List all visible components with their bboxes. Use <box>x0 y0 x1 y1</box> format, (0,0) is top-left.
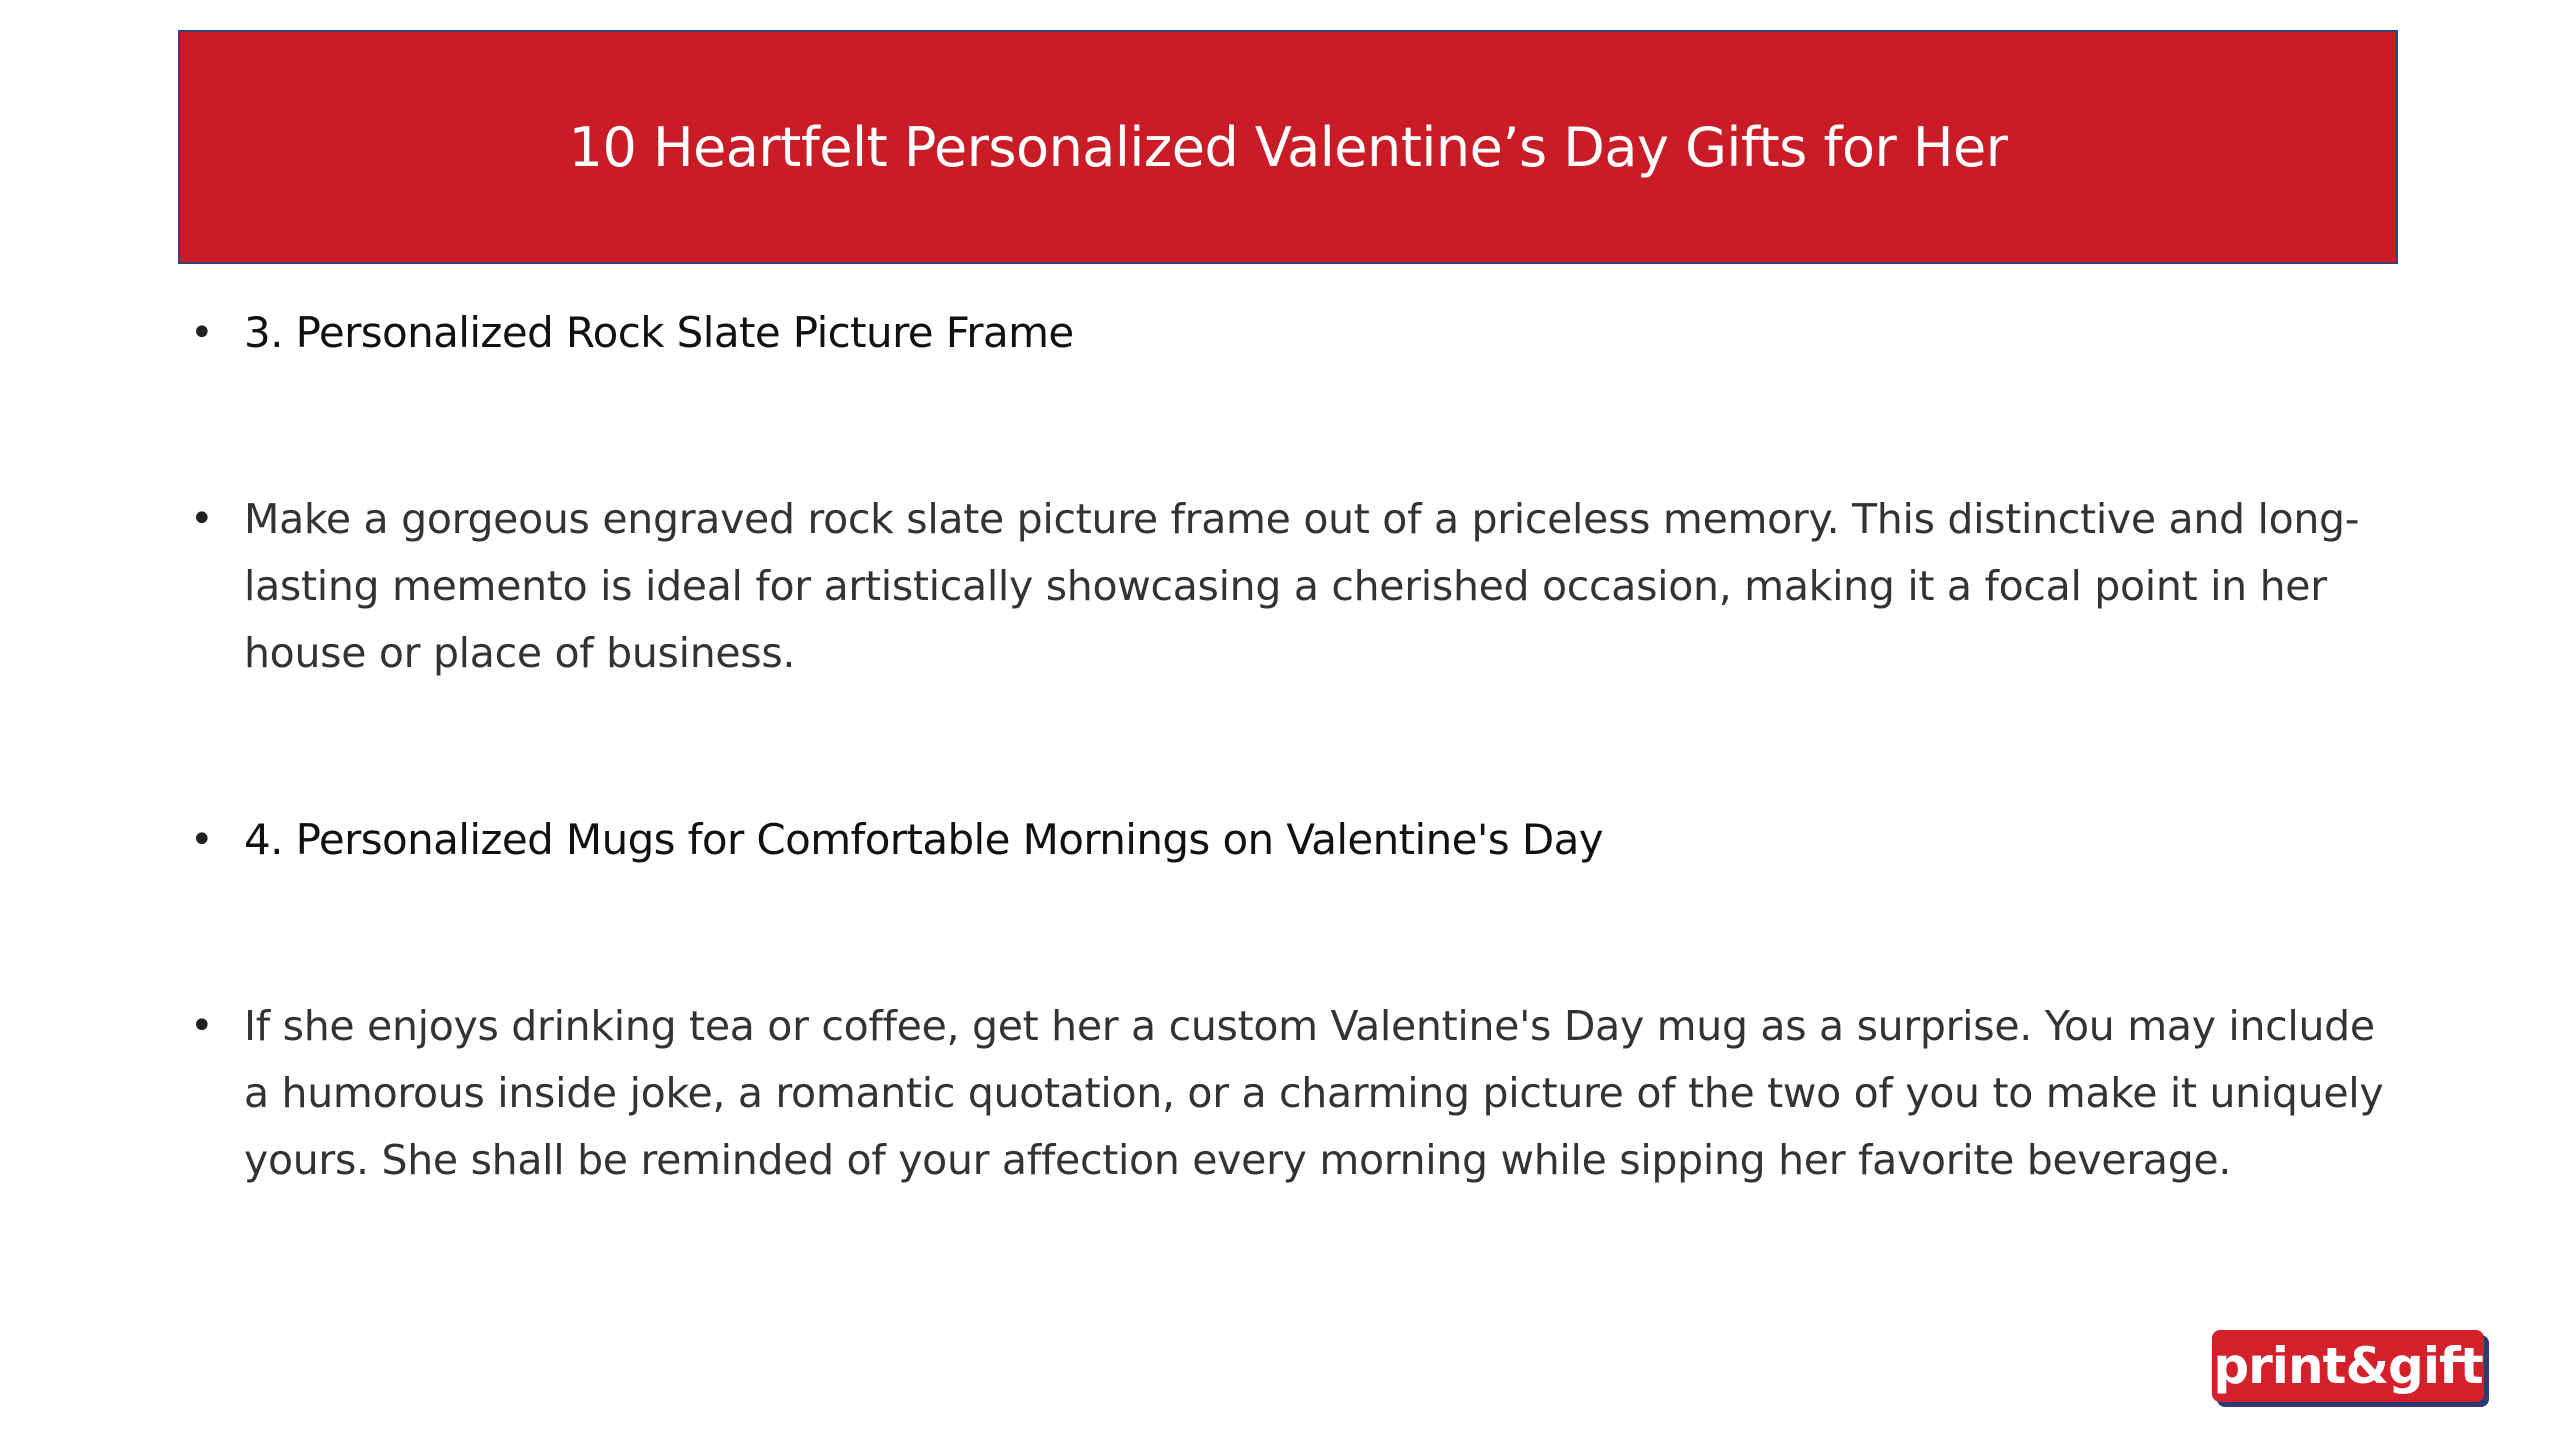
page-title: 10 Heartfelt Personalized Valentine’s Day Gifts for Her <box>568 115 2008 179</box>
gift-heading: 4. Personalized Mugs for Comfortable Mornings on Valentine's Day <box>244 815 1603 864</box>
bullet-item-frame-description <box>190 486 2410 687</box>
bullet-icon: • <box>190 310 214 356</box>
bullet-item-frame-heading <box>190 300 2410 366</box>
bullet-icon: • <box>190 817 214 863</box>
bullet-item-mug-heading <box>190 807 2410 873</box>
gift-description: If she enjoys drinking tea or coffee, get her a custom Valentine's Day mug as a surprise. You may include a humorous inside joke, a romantic quotation, or a charming picture of the two of you to make it uniquely yours. She shall be reminded of your affection every morning while sipping her favorite beverage. <box>244 1002 2384 1184</box>
brand-logo <box>2212 1330 2484 1402</box>
bullet-icon: • <box>190 1003 214 1049</box>
gift-heading: 3. Personalized Rock Slate Picture Frame <box>244 308 1074 357</box>
bullet-icon: • <box>190 496 214 542</box>
bullet-list <box>190 300 2410 1194</box>
brand-logo-text: print&gift <box>2213 1337 2483 1395</box>
gift-description: Make a gorgeous engraved rock slate picture frame out of a priceless memory. This distinctive and long-lasting memento is ideal for artistically showcasing a cherished occasion, making it a focal point in her house or place of business. <box>244 495 2360 677</box>
title-banner <box>178 30 2398 264</box>
bullet-item-mug-description <box>190 993 2410 1194</box>
